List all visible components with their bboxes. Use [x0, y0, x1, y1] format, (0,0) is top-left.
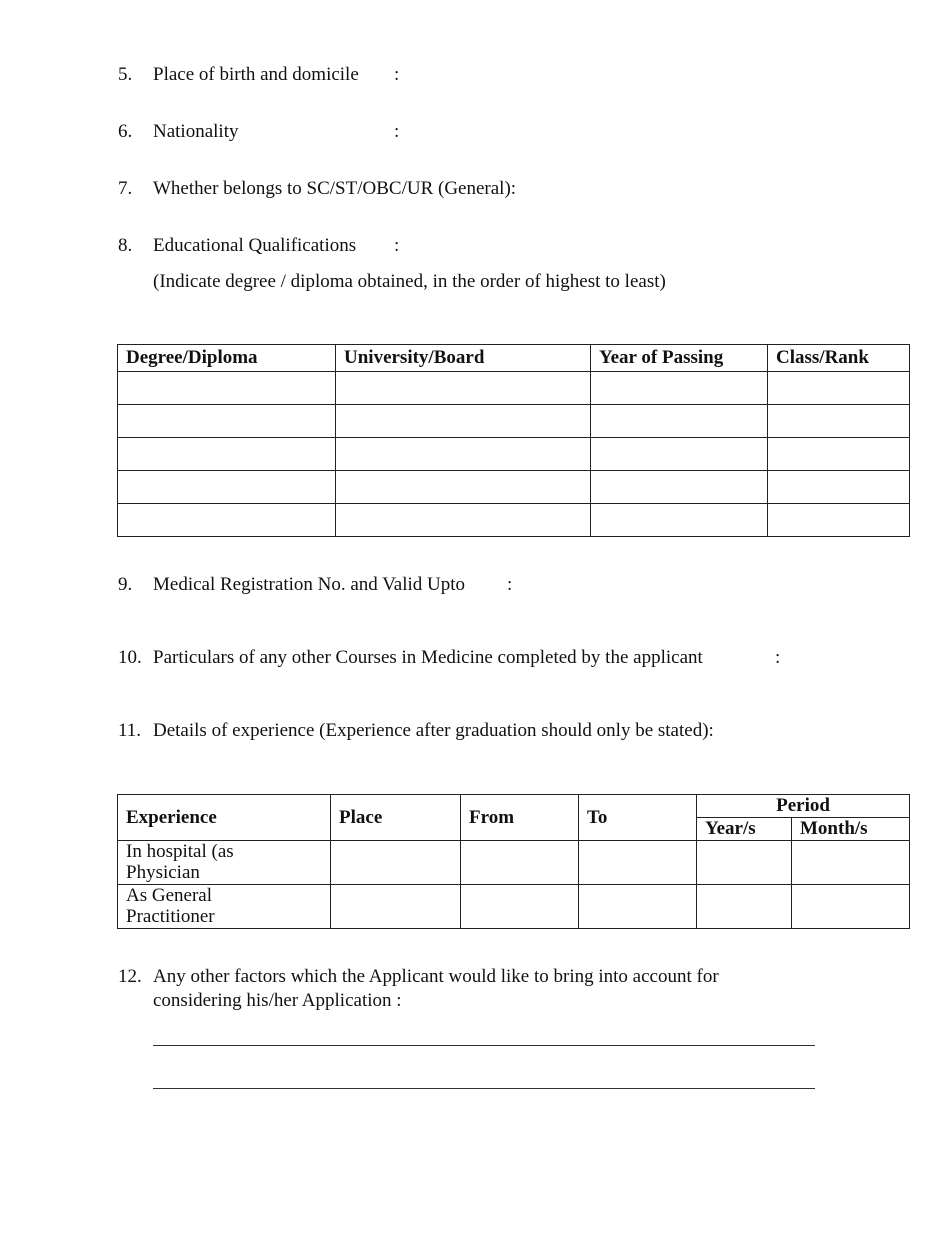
table-header-row [118, 795, 910, 818]
item-9-colon: : [507, 574, 513, 595]
table-cell[interactable] [336, 372, 591, 405]
table-cell[interactable] [118, 438, 336, 471]
table-header-row [118, 345, 910, 372]
answer-line-1[interactable] [153, 1045, 815, 1046]
table-cell[interactable] [336, 471, 591, 504]
item-8-label: Educational Qualifications [153, 235, 357, 256]
item-12-number: 12. [118, 966, 142, 987]
row-label-general-practitioner: As General Practitioner [118, 885, 331, 929]
item-12-label-line1: Any other factors which the Applicant would like to bring into account for [153, 966, 719, 987]
table-cell[interactable] [792, 841, 910, 885]
table-cell[interactable] [461, 885, 579, 929]
item-6-colon: : [394, 121, 400, 142]
table-cell[interactable] [591, 372, 768, 405]
table-cell[interactable] [579, 841, 697, 885]
item-10-label: Particulars of any other Courses in Medicine completed by the applicant [153, 647, 703, 668]
table-cell[interactable] [768, 504, 910, 537]
row-label-hospital: In hospital (as Physician [118, 841, 331, 885]
item-6-number: 6. [118, 121, 133, 142]
table-cell[interactable] [697, 885, 792, 929]
table-row [118, 405, 910, 438]
header-months: Month/s [792, 818, 910, 841]
item-11-number: 11. [118, 720, 142, 741]
header-place: Place [331, 795, 461, 841]
table-row [118, 885, 910, 929]
table-cell[interactable] [331, 885, 461, 929]
item-9-label: Medical Registration No. and Valid Upto [153, 574, 466, 595]
table-cell[interactable] [591, 471, 768, 504]
header-to: To [579, 795, 697, 841]
table-cell[interactable] [591, 438, 768, 471]
item-8-colon: : [394, 235, 400, 256]
table-cell[interactable] [461, 841, 579, 885]
experience-table [117, 794, 910, 929]
table-cell[interactable] [118, 504, 336, 537]
item-10-number: 10. [118, 647, 142, 668]
table-cell[interactable] [768, 438, 910, 471]
answer-line-2[interactable] [153, 1088, 815, 1089]
table-row [118, 504, 910, 537]
header-class: Class/Rank [768, 345, 910, 372]
table-cell[interactable] [792, 885, 910, 929]
header-period: Period [697, 795, 910, 818]
table-cell[interactable] [768, 471, 910, 504]
table-cell[interactable] [697, 841, 792, 885]
table-cell[interactable] [768, 372, 910, 405]
table-row [118, 438, 910, 471]
header-from: From [461, 795, 579, 841]
table-row [118, 841, 910, 885]
item-5-label: Place of birth and domicile [153, 64, 359, 85]
item-7-label: Whether belongs to SC/ST/OBC/UR (General): [153, 178, 517, 199]
table-cell[interactable] [336, 405, 591, 438]
table-cell[interactable] [118, 471, 336, 504]
table-cell[interactable] [331, 841, 461, 885]
education-table [117, 344, 910, 537]
item-8-number: 8. [118, 235, 133, 256]
table-cell[interactable] [336, 438, 591, 471]
header-degree: Degree/Diploma [118, 345, 336, 372]
item-10-colon: : [775, 647, 781, 668]
item-9-number: 9. [118, 574, 133, 595]
item-7-number: 7. [118, 178, 133, 199]
table-cell[interactable] [118, 405, 336, 438]
header-year: Year of Passing [591, 345, 768, 372]
table-row [118, 372, 910, 405]
table-cell[interactable] [768, 405, 910, 438]
item-6-label: Nationality [153, 121, 239, 142]
table-row [118, 471, 910, 504]
table-cell[interactable] [591, 504, 768, 537]
table-cell[interactable] [579, 885, 697, 929]
item-8-note: (Indicate degree / diploma obtained, in the order of highest to least) [153, 271, 666, 292]
item-5-colon: : [394, 64, 400, 85]
header-years: Year/s [697, 818, 792, 841]
item-12-label-line2: considering his/her Application : [153, 990, 402, 1011]
header-experience: Experience [118, 795, 331, 841]
table-cell[interactable] [118, 372, 336, 405]
header-university: University/Board [336, 345, 591, 372]
item-11-label: Details of experience (Experience after graduation should only be stated): [153, 720, 714, 741]
item-5-number: 5. [118, 64, 133, 85]
table-cell[interactable] [591, 405, 768, 438]
table-cell[interactable] [336, 504, 591, 537]
